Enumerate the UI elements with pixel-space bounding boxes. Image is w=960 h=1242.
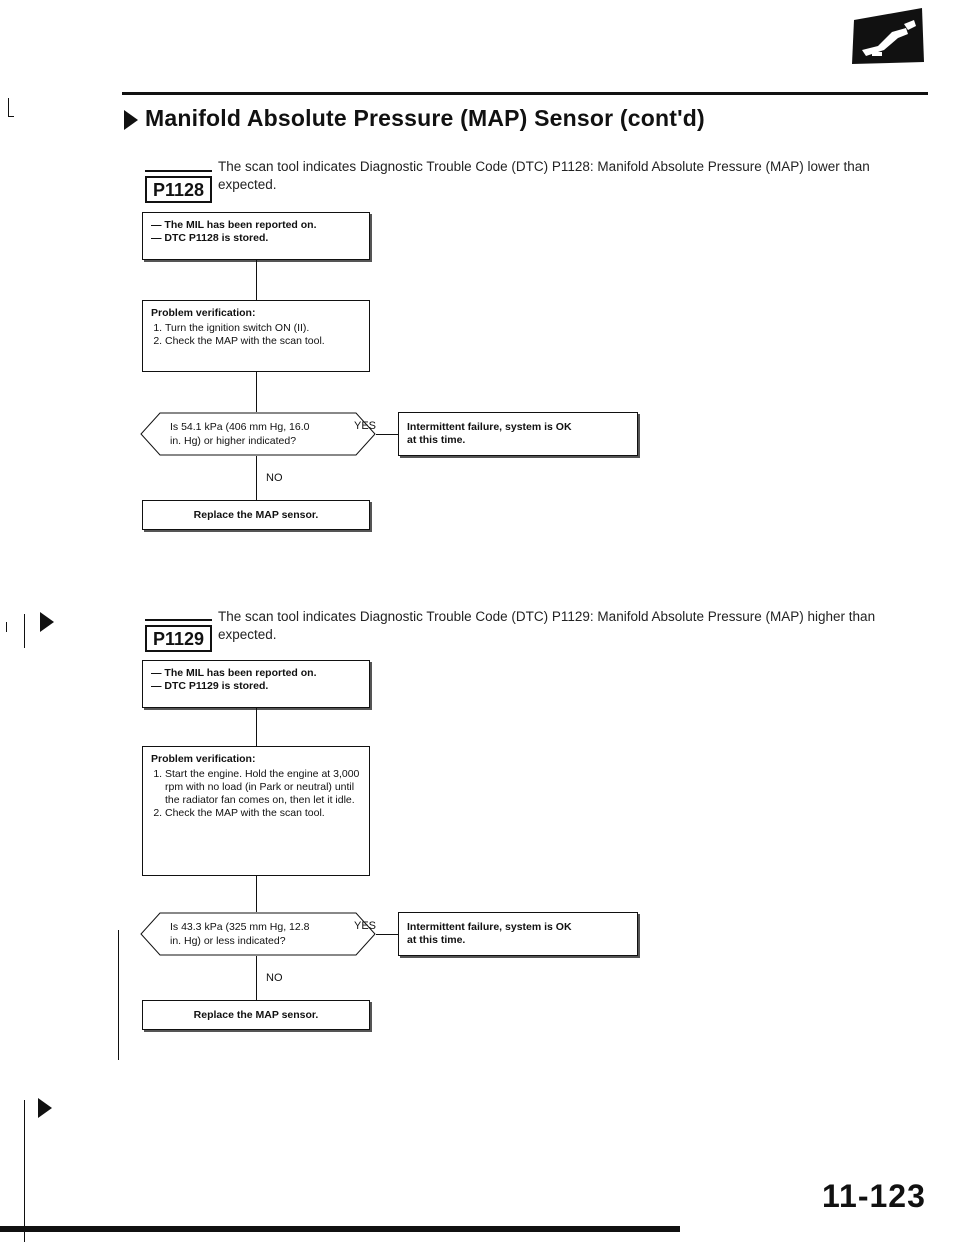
dtc-description <box>218 158 870 194</box>
verification-title: Problem verification: <box>151 307 256 319</box>
yes-label: YES <box>354 420 377 432</box>
flow-connector <box>256 876 257 912</box>
section-bullet-icon <box>124 110 138 130</box>
yes-connector <box>376 434 398 435</box>
no-connector <box>256 956 257 1000</box>
verification-title: Problem verification: <box>151 753 256 765</box>
problem-verification-box <box>142 746 370 876</box>
section-bullet-icon <box>38 1098 52 1118</box>
replace-sensor-box <box>142 1000 370 1030</box>
verification-step: 1. Start the engine. Hold the engine at 3,000 rpm with no load (in Park or neutral) until the radiator fan comes on, then let it idle. <box>165 768 361 807</box>
question-line: Is 54.1 kPa (406 mm Hg, 16.0 <box>170 421 310 433</box>
intermittent-result-box <box>398 412 638 456</box>
question-line: Is 43.3 kPa (325 mm Hg, 12.8 <box>170 921 310 933</box>
dtc-description-line: expected. <box>218 177 277 192</box>
edge-mark <box>6 622 7 632</box>
edge-mark <box>118 930 119 1060</box>
yes-connector <box>376 934 398 935</box>
result-text: Replace the MAP sensor. <box>193 509 319 521</box>
edge-mark <box>8 116 14 117</box>
decision-shape <box>140 412 376 456</box>
fuel-nozzle-icon <box>848 6 928 66</box>
start-condition-box <box>142 660 370 708</box>
question-line: in. Hg) or higher indicated? <box>170 435 297 447</box>
edge-mark <box>8 98 9 116</box>
dtc-description-line: The scan tool indicates Diagnostic Trouble Code (DTC) P1128: Manifold Absolute Pressure (MAP) lower than <box>218 159 870 174</box>
verification-step: 1. Turn the ignition switch ON (II). <box>165 322 361 335</box>
flow-connector <box>256 708 257 746</box>
start-line: — DTC P1128 is stored. <box>151 232 269 244</box>
replace-sensor-box <box>142 500 370 530</box>
dtc-description <box>218 608 875 644</box>
bottom-rule <box>0 1226 680 1232</box>
page-number: 11-123 <box>822 1178 926 1214</box>
page-title: Manifold Absolute Pressure (MAP) Sensor (cont'd) <box>145 105 705 131</box>
start-line: — The MIL has been reported on. <box>151 667 317 679</box>
no-label: NO <box>266 472 283 484</box>
yes-label: YES <box>354 920 377 932</box>
decision-shape <box>140 912 376 956</box>
start-condition-box <box>142 212 370 260</box>
dtc-description-line: expected. <box>218 627 277 642</box>
result-line: Intermittent failure, system is OK <box>407 921 572 933</box>
dtc-code-badge: P1129 <box>145 625 212 652</box>
start-line: — The MIL has been reported on. <box>151 219 317 231</box>
start-line: — DTC P1129 is stored. <box>151 680 269 692</box>
no-connector <box>256 456 257 500</box>
edge-mark <box>24 1100 25 1242</box>
problem-verification-box <box>142 300 370 372</box>
flow-connector <box>256 372 257 412</box>
dtc-code-badge: P1128 <box>145 176 212 203</box>
intermittent-result-box <box>398 912 638 956</box>
title-rule <box>122 92 928 95</box>
verification-step: 2. Check the MAP with the scan tool. <box>165 807 361 820</box>
result-text: Replace the MAP sensor. <box>193 1009 319 1021</box>
result-line: at this time. <box>407 934 466 946</box>
verification-step: 2. Check the MAP with the scan tool. <box>165 335 361 348</box>
no-label: NO <box>266 972 283 984</box>
section-bullet-icon <box>40 612 54 632</box>
question-line: in. Hg) or less indicated? <box>170 935 286 947</box>
result-line: at this time. <box>407 434 466 446</box>
decision-question <box>170 420 309 448</box>
result-line: Intermittent failure, system is OK <box>407 421 572 433</box>
decision-question <box>170 920 309 948</box>
flow-connector <box>256 260 257 300</box>
edge-mark <box>24 614 25 648</box>
dtc-description-line: The scan tool indicates Diagnostic Trouble Code (DTC) P1129: Manifold Absolute Pressure (MAP) higher than <box>218 609 876 624</box>
